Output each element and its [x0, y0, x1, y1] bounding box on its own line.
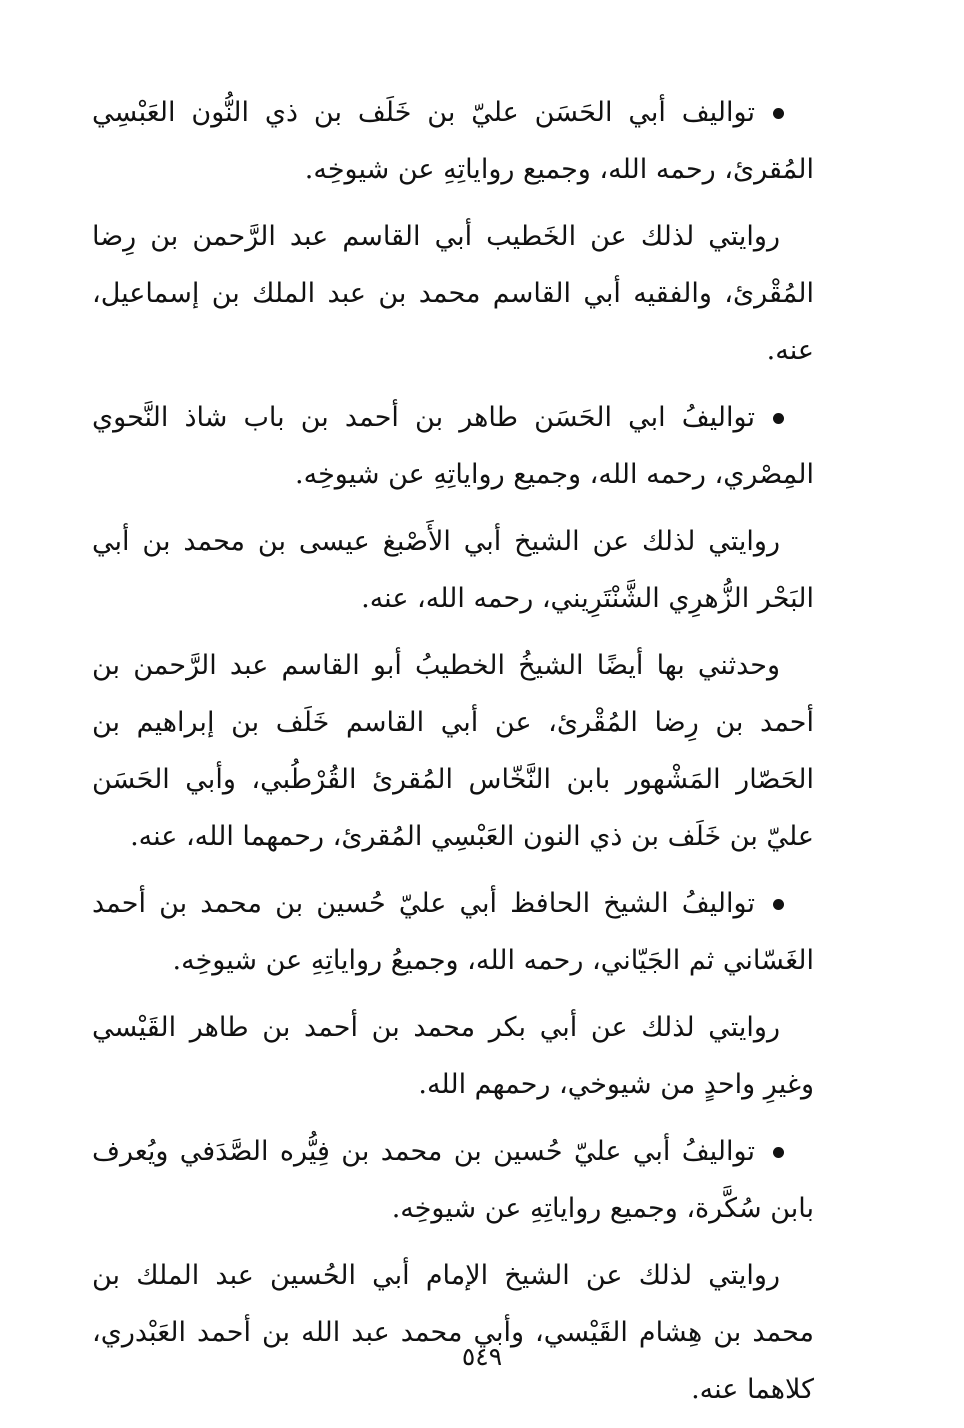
page-number: ٥٤٩: [461, 1342, 503, 1371]
paragraph-text: تواليفُ أبي عليّ حُسين بن محمد بن فِيُّره الصَّدَفي ويُعرف بابن سُكَّرة، وجميع رواياتِهِ عن شيوخِه.: [92, 1136, 814, 1224]
bullet-dot-icon: [773, 413, 784, 424]
bullet-dot-icon: [773, 899, 784, 910]
bullet-paragraph-1: [92, 84, 814, 198]
bullet-paragraph-2: [92, 389, 814, 503]
body-paragraph-5: روايتي لذلك عن الشيخ الإمام أبي الحُسين عبد الملك بن محمد بن هِشام القَيْسي، وأبي محمد عبد الله بن أحمد العَبْدري، كلاهما عنه.: [92, 1260, 814, 1405]
paragraph-text: تواليف أبي الحَسَن عليّ بن خَلَف بن ذي النُّون العَبْسِي المُقرئ، رحمه الله، وجميع رواياتِهِ عن شيوخِه.: [92, 97, 814, 185]
bullet-paragraph-3: [92, 875, 814, 989]
bullet-dot-icon: [773, 1147, 784, 1158]
body-paragraph-1: روايتي لذلك عن الخَطيب أبي القاسم عبد الرَّحمن بن رِضا المُقْرئ، والفقيه أبي القاسم محمد بن عبد الملك بن إسماعيل، عنه.: [92, 221, 814, 366]
paragraph-text: تواليفُ ابي الحَسَن طاهر بن أحمد بن باب شاذ النَّحوي المِصْري، رحمه الله، وجميع رواياتِهِ عن شيوخِه.: [92, 402, 814, 490]
bullet-paragraph-4: [92, 1123, 814, 1237]
bullet-dot-icon: [773, 108, 784, 119]
paragraph-text: تواليفُ الشيخ الحافظ أبي عليّ حُسين بن محمد بن أحمد الغَسّاني ثم الجَيّاني، رحمه الله، وجميعُ رواياتِهِ عن شيوخِه.: [92, 888, 814, 976]
body-paragraph-4: روايتي لذلك عن أبي بكر محمد بن أحمد بن طاهر القَيْسي وغيرِ واحدٍ من شيوخي، رحمهم الله.: [92, 1012, 814, 1100]
page-content: [92, 84, 814, 1428]
body-paragraph-3: وحدثني بها أيضًا الشيخُ الخطيبُ أبو القاسم عبد الرَّحمن بن أحمد بن رِضا المُقْرئ، عن أبي القاسم خَلَف بن إبراهيم بن الحَصّار المَشْهور بابن النَّخّاس المُقرئ القُرْطُبي، وأبي الحَسَن عليّ بن خَلَف بن ذي النون العَبْسِي المُقرئ، رحمهما الله، عنه.: [92, 650, 814, 852]
body-paragraph-2: روايتي لذلك عن الشيخ أبي الأَصْبغ عيسى بن محمد بن أبي البَحْر الزُّهرِي الشَّنْتَرِيني، رحمه الله، عنه.: [92, 526, 814, 614]
